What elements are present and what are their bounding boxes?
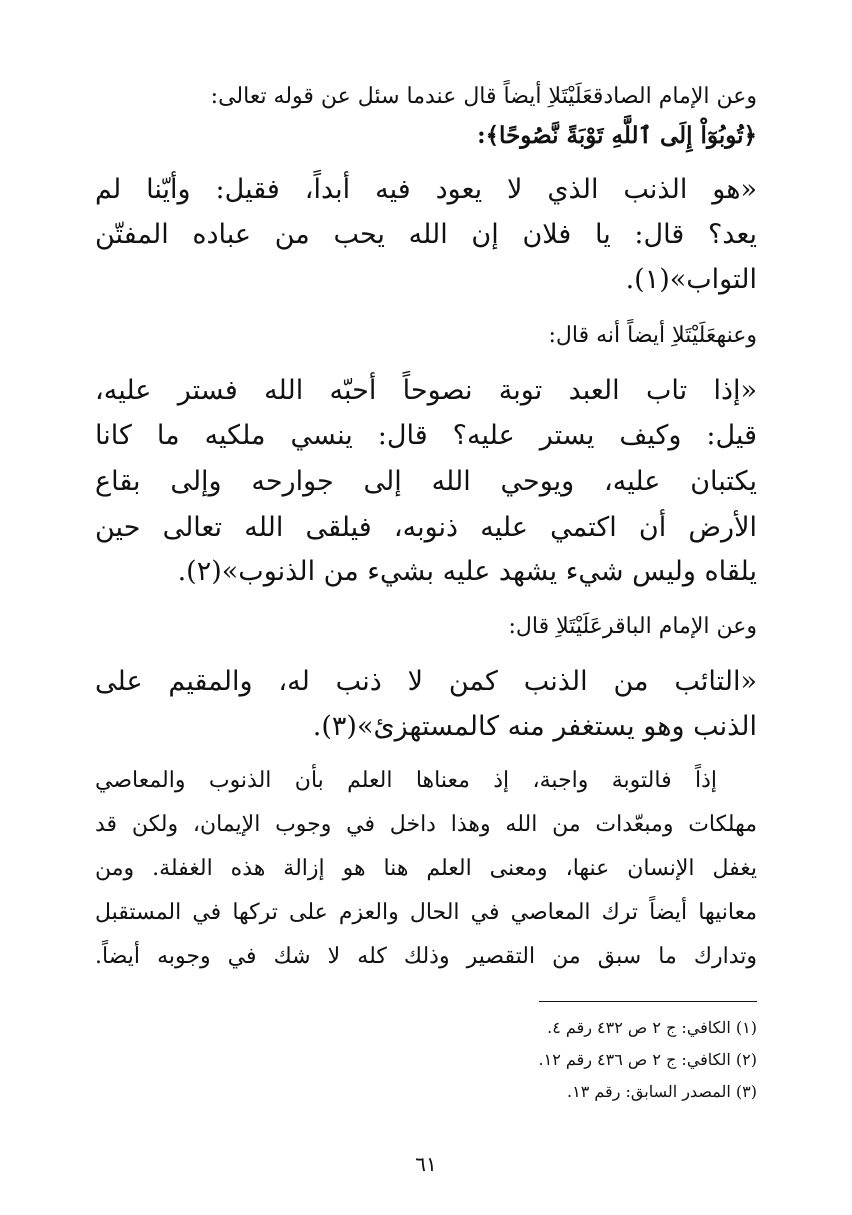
- quote2-line: يلقاه وليس شيء يشهد عليه بشيء من الذنوب»(٢).: [177, 556, 757, 587]
- quran-verse: ﴿تُوبُوٓاْ إِلَى ٱللَّهِ تَوْبَةً نَّصُوحًا﴾:: [477, 122, 757, 149]
- quote1-line: «هو الذنب الذي لا يعود فيه أبداً، فقيل: وأيّنا لم: [95, 174, 757, 205]
- quote1-line: يعد؟ قال: يا فلان إن الله يحب من عباده المفتّن: [95, 219, 757, 250]
- paragraph-line: إذاً فالتوبة واجبة، إذ معناها العلم بأن الذنوب والمعاصي: [95, 768, 717, 793]
- quote2-line: الأرض أن اكتمي عليه ذنوبه، فيلقى الله تعالى حين: [95, 512, 757, 543]
- footnote: (١) الكافي: ج ٢ ص ٤٣٢ رقم ٤.: [547, 1018, 757, 1037]
- footnote: (٢) الكافي: ج ٢ ص ٤٣٦ رقم ١٢.: [538, 1050, 757, 1069]
- quote2-line: يكتبان عليه، ويوحي الله إلى جوارحه وإلى بقاع: [95, 466, 757, 497]
- paragraph-line: معانيها أيضاً ترك المعاصي في الحال والعزم على تركها في المستقبل: [95, 900, 757, 925]
- paragraph-line: وتدارك ما سبق من التقصير وذلك كله لا شك في وجوبه أيضاً.: [95, 944, 757, 969]
- quote2-line: «إذا تاب العبد توبة نصوحاً أحبّه الله فستر عليه،: [95, 375, 757, 406]
- footnote: (٣) المصدر السابق: رقم ١٣.: [567, 1082, 757, 1101]
- quote1-line: التواب»(١).: [625, 264, 757, 295]
- intro-baqir: وعن الإمام الباقرعَلَيْتَلاِ قال:: [508, 614, 757, 639]
- page-number: ٦١: [415, 1152, 437, 1176]
- paragraph-line: مهلكات ومبعّدات من الله وهذا داخل في وجوب الإيمان، ولكن قد: [95, 812, 757, 837]
- footnote-divider: [539, 1001, 757, 1002]
- quote3-line: «التائب من الذنب كمن لا ذنب له، والمقيم على: [95, 666, 757, 697]
- quote3-line: الذنب وهو يستغفر منه كالمستهزئ»(٣).: [312, 711, 757, 742]
- quote2-line: قيل: وكيف يستر عليه؟ قال: ينسي ملكيه ما كانا: [95, 420, 757, 451]
- intro-anhu: وعنهعَلَيْتَلاِ أيضاً أنه قال:: [548, 323, 757, 348]
- intro-sadiq: وعن الإمام الصادقعَلَيْتَلاِ أيضاً قال عندما سئل عن قوله تعالى:: [210, 84, 757, 109]
- paragraph-line: يغفل الإنسان عنها، ومعنى العلم هنا هو إزالة هذه الغفلة. ومن: [95, 856, 757, 881]
